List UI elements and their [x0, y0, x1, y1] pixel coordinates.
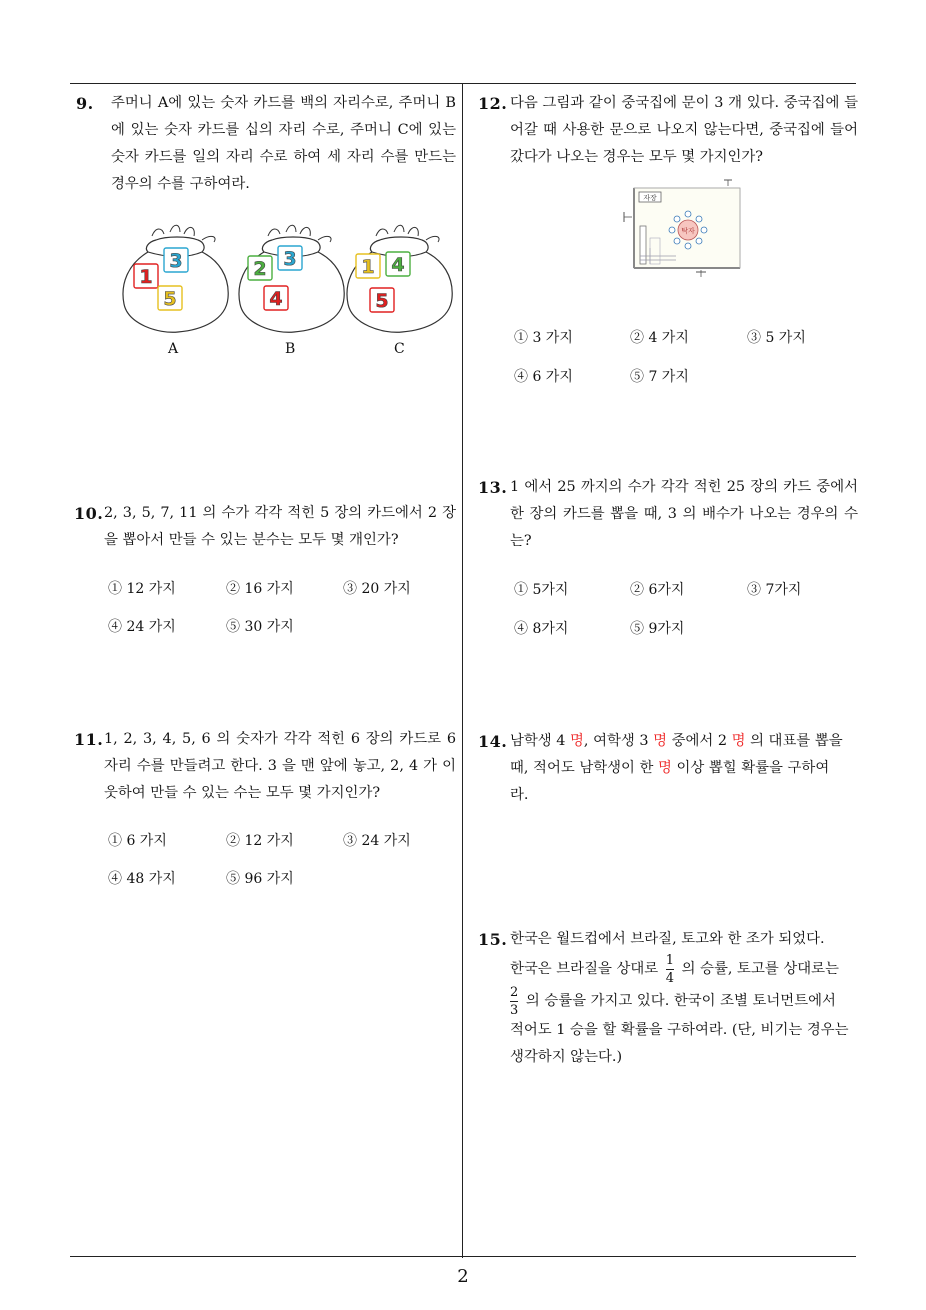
- question-number: 12.: [478, 94, 508, 113]
- top-rule: [70, 83, 856, 84]
- question-number: 14.: [478, 732, 508, 751]
- number-card-digit: 3: [283, 248, 297, 270]
- option-4[interactable]: ④ 8가지: [514, 621, 569, 637]
- money-bag-b: [239, 225, 344, 332]
- question-15: [478, 926, 858, 1071]
- question-text: 1, 2, 3, 4, 5, 6 의 숫자가 각각 적힌 6 장의 카드로 6 자리 수를 만들려고 한다. 3 을 맨 앞에 놓고, 2, 4 가 이웃하여 만들 수 있는 수는 모두 몇 가지인가?: [104, 731, 456, 801]
- question-text: [510, 926, 858, 1071]
- number-card-digit: 5: [163, 288, 177, 310]
- option-3[interactable]: ③ 7가지: [747, 582, 802, 598]
- option-3[interactable]: ③ 20 가지: [343, 581, 411, 597]
- text-line: 한국은 브라질을 상대로 $\frac{1}{4}$ 의 승률, 토고를 상대로는: [510, 952, 839, 986]
- bag-outline: [347, 237, 452, 332]
- question-9: [76, 90, 456, 198]
- text-line: 생각하지 않는다.): [510, 1049, 623, 1065]
- option-1[interactable]: ① 12 가지: [108, 581, 176, 597]
- text-line: 한국은 월드컵에서 브라질, 토고와 한 조가 되었다.: [510, 931, 825, 947]
- question-12: [478, 90, 858, 171]
- option-4[interactable]: ④ 48 가지: [108, 871, 176, 887]
- option-5[interactable]: ⑤ 30 가지: [226, 619, 294, 635]
- option-4[interactable]: ④ 24 가지: [108, 619, 176, 635]
- option-4[interactable]: ④ 6 가지: [514, 369, 573, 385]
- question-number: 9.: [76, 94, 94, 113]
- text-line: 때, 적어도 남학생이 한 명 이상 뽑힐 확률을 구하여: [510, 760, 830, 776]
- fraction-two-thirds: $\frac{2}{3}$: [510, 984, 519, 1018]
- question-11: [74, 726, 456, 807]
- money-bag-a: [123, 225, 228, 332]
- option-1[interactable]: ① 3 가지: [514, 330, 573, 346]
- number-card-digit: 3: [169, 250, 183, 272]
- question-number: 11.: [74, 730, 104, 749]
- question-14: [478, 728, 858, 809]
- question-number: 13.: [478, 478, 508, 497]
- page-number: 2: [457, 1266, 469, 1287]
- restaurant-floorplan: [620, 178, 750, 278]
- question-text: 2, 3, 5, 7, 11 의 수가 각각 적힌 5 장의 카드에서 2 장을 뽑아서 만들 수 있는 분수는 모두 몇 개인가?: [104, 505, 456, 548]
- option-3[interactable]: ③ 5 가지: [747, 330, 806, 346]
- question-text: 1 에서 25 까지의 수가 각각 적힌 25 장의 카드 중에서 한 장의 카드를 뽑을 때, 3 의 배수가 나오는 경우의 수는?: [510, 479, 858, 549]
- sign-text: 자장: [643, 194, 657, 202]
- option-1[interactable]: ① 5가지: [514, 582, 569, 598]
- question-text: [510, 728, 858, 809]
- question-13: [478, 474, 858, 555]
- option-2[interactable]: ② 16 가지: [226, 581, 294, 597]
- option-3[interactable]: ③ 24 가지: [343, 833, 411, 849]
- number-card-digit: 4: [391, 254, 405, 276]
- option-2[interactable]: ② 4 가지: [630, 330, 689, 346]
- table-label: 탁자: [681, 227, 695, 235]
- question-text: 다음 그림과 같이 중국집에 문이 3 개 있다. 중국집에 들어갈 때 사용한 문으로 나오지 않는다면, 중국집에 들어갔다가 나오는 경우는 모두 몇 가지인가?: [510, 95, 858, 165]
- text-line: 적어도 1 승을 할 확률을 구하여라. (단, 비기는 경우는: [510, 1022, 849, 1038]
- option-5[interactable]: ⑤ 96 가지: [226, 871, 294, 887]
- option-5[interactable]: ⑤ 7 가지: [630, 369, 689, 385]
- option-1[interactable]: ① 6 가지: [108, 833, 167, 849]
- number-card-digit: 1: [139, 266, 153, 288]
- bottom-rule: [70, 1256, 856, 1257]
- bag-label-a: A: [168, 341, 179, 357]
- question-text: 주머니 A에 있는 숫자 카드를 백의 자리수로, 주머니 B에 있는 숫자 카드를 십의 자리 수로, 주머니 C에 있는 숫자 카드를 일의 자리 수로 하여 세 자리 수를 만드는 경우의 수를 구하여라.: [111, 95, 456, 192]
- money-bags-figure: [118, 212, 478, 337]
- text-line: 남학생 4 명, 여학생 3 명 중에서 2 명 의 대표를 뽑을: [510, 733, 843, 749]
- bag-label-b: B: [285, 341, 296, 357]
- question-10: [74, 500, 456, 554]
- text-line: 라.: [510, 787, 529, 803]
- fraction-one-quarter: $\frac{1}{4}$: [665, 952, 675, 986]
- question-number: 10.: [74, 504, 104, 523]
- number-card-digit: 2: [253, 258, 267, 280]
- number-card-digit: 4: [269, 288, 283, 310]
- number-card-digit: 5: [375, 290, 389, 312]
- option-2[interactable]: ② 6가지: [630, 582, 685, 598]
- question-number: 15.: [478, 930, 508, 949]
- text-line: $\frac{2}{3}$ 의 승률을 가지고 있다. 한국이 조별 토너먼트에서: [510, 984, 836, 1018]
- money-bag-c: [347, 225, 452, 332]
- option-2[interactable]: ② 12 가지: [226, 833, 294, 849]
- number-card-digit: 1: [361, 256, 375, 278]
- option-5[interactable]: ⑤ 9가지: [630, 621, 685, 637]
- bag-label-c: C: [394, 341, 405, 357]
